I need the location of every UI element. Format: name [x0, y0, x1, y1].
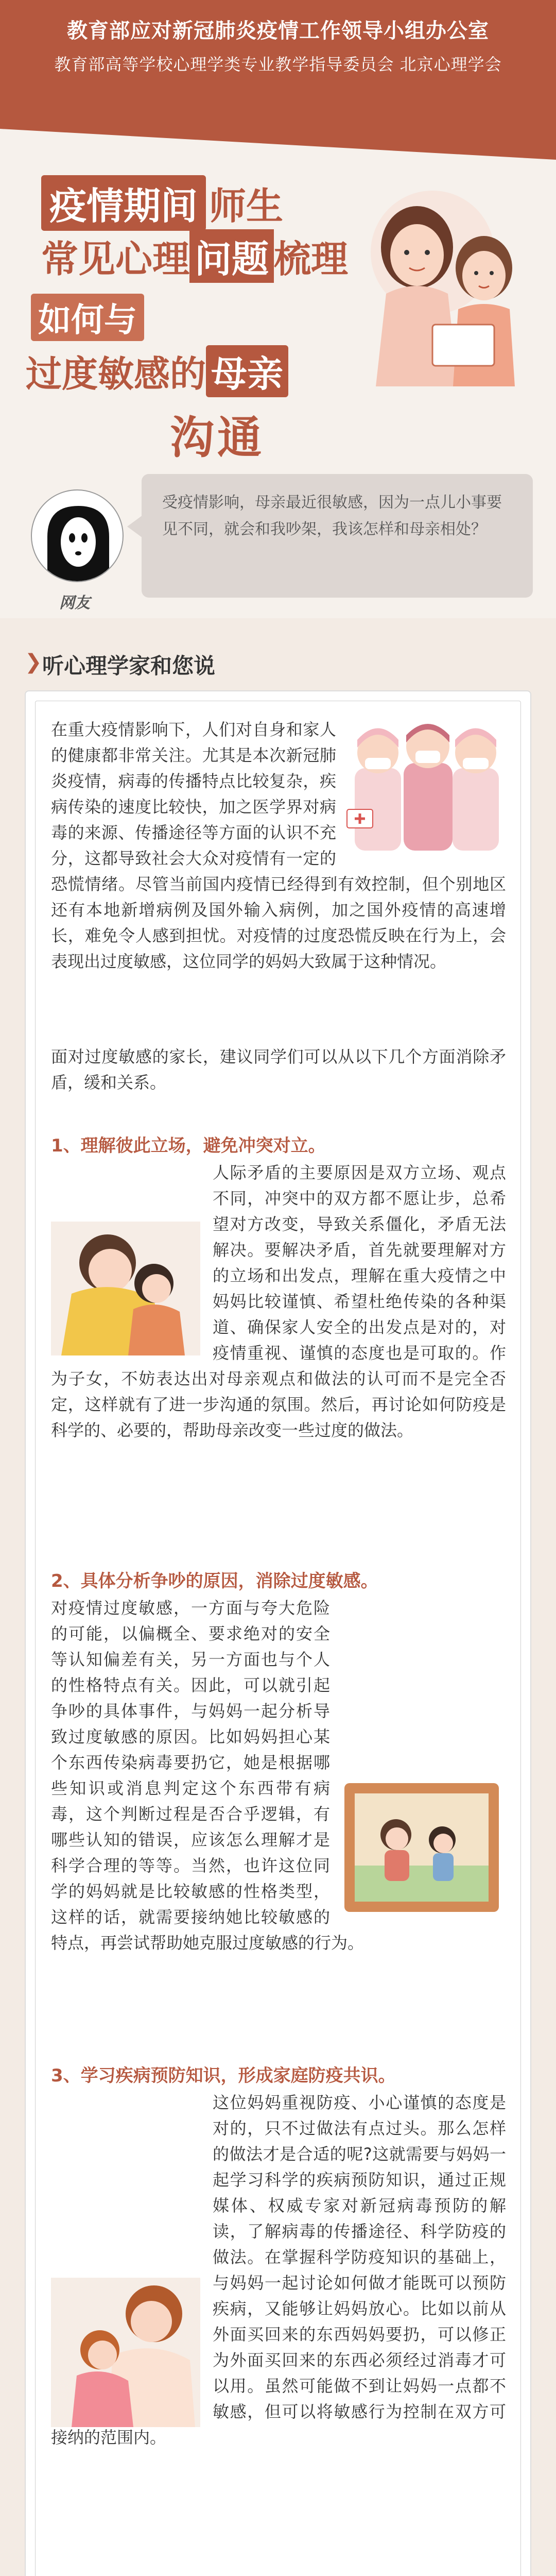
faceless-avatar-icon: [32, 490, 124, 582]
hero-title-line-5: 沟通: [170, 412, 265, 464]
header-org-line-2: 教育部高等学校心理学类专业教学指导委员会 北京心理学会: [54, 55, 502, 74]
illustration-float-spacer: [336, 717, 506, 856]
netizen-question: [0, 464, 556, 618]
hero-title-boxed: 疫情期间: [41, 175, 206, 231]
hero-title2-b: 问题: [189, 229, 274, 283]
section-title: 听心理学家和您说: [42, 653, 216, 679]
hero-banner: [0, 129, 556, 469]
heading-understand-positions: 1、理解彼此立场，避免冲突对立。: [51, 1136, 326, 1156]
hero-title-line-3: 如何与: [31, 294, 144, 341]
article-card: [25, 690, 531, 2576]
text-analyze-causes: 对疫情过度敏感，一方面与夸大危险的可能，以偏概全、要求绝对的安全等认知偏差有关，另一方面也与个人的性格特点有关。因此，可以就引起争吵的具体事件，与妈妈一起分析导致过度敏感的原因。比如妈妈担心某个东西传染病毒要扔它，她是根据哪些知识或消息判定这个东西带有病毒，这个判断过程是否合乎逻辑，有哪些认知的错误，应该怎么理解才是科学合理的等等。当然，也许这位同学的妈妈就是比较敏感的性格类型，这样的话，就需要接纳她比较敏感的特点，再尝试帮助她克服过度敏感的行为。: [51, 1598, 364, 1953]
intro-paragraph-2: 面对过度敏感的家长，建议同学们可以从以下几个方面消除矛盾，缓和关系。: [51, 1047, 506, 1092]
mother-daughter-illustration: [51, 2278, 200, 2427]
heading-analyze-causes: 2、具体分析争吵的原因，消除过度敏感。: [51, 1571, 378, 1591]
hero-title2-c: 梳理: [274, 238, 349, 281]
hero-title-line-4: [26, 345, 288, 397]
intro-text: 在重大疫情影响下，人们对自身和家人的健康都非常关注。尤其是本次新冠肺炎疫情，病毒的传播特点比较复杂，疾病传染的速度比较快，加之医学界对病毒的来源、传播途径等方面的认识不充分，这都导致社会大众对疫情有一定的恐慌情绪。尽管当前国内疫情已经得到有效控制，但个别地区还有本地新增病例及国外输入病例，加之国外疫情的高速增长，难免令人感到担忧。对疫情的过度恐慌反映在行为上，会表现出过度敏感，这位同学的妈妈大致属于这种情况。: [51, 720, 506, 971]
netizen-avatar: [31, 489, 124, 582]
paragraph-understand-positions: [51, 1160, 506, 1551]
intro-paragraph: [51, 717, 506, 1036]
article-inner-frame: [35, 701, 521, 2576]
hero-title-line-1: [41, 175, 283, 231]
hero-title-rest: 师生: [209, 184, 284, 228]
heading-learn-prevention: 3、学习疾病预防知识，形成家庭防疫共识。: [51, 2065, 396, 2086]
hero-title2-a: 常见心理: [41, 238, 190, 281]
hero-title-line-2: [41, 229, 348, 283]
question-bubble: 受疫情影响，母亲最近很敏感，因为一点儿小事要见不同，就会和我吵架，我该怎样和母亲相处？: [142, 474, 533, 598]
header-band: [0, 0, 556, 129]
text-understand-positions: 人际矛盾的主要原因是双方立场、观点不同，冲突中的双方都不愿让步，总希望对方改变，导致关系僵化，矛盾无法解决。要解决矛盾，首先就要理解对方的立场和出发点，理解在重大疫情之中妈妈比较谨慎、希望杜绝传染的各种渠道、确保家人安全的出发点是对的，对疫情重视、谨慎的态度也是可取的。作为子女，不妨表达出对母亲观点和做法的认可而不是完全否定，这样就有了进一步沟通的氛围。然后，再讨论如何防疫是科学的、必要的，帮助母亲改变一些过度的做法。: [51, 1163, 506, 1440]
section-heading: [0, 618, 556, 685]
netizen-label: 网友: [59, 594, 90, 612]
chevron-right-icon: ❯: [25, 650, 42, 674]
family-photo-frame-illustration: [339, 1778, 504, 1917]
header-org-line-1: 教育部应对新冠肺炎疫情工作领导小组办公室: [67, 19, 489, 43]
mother-child-hug-illustration: [51, 1222, 200, 1355]
hero-title4-a: 过度敏感的: [26, 353, 206, 395]
hero-title4-b: 母亲: [206, 345, 288, 397]
text-learn-prevention: 这位妈妈重视防疫、小心谨慎的态度是对的，只不过做法有点过头。那么怎样的做法才是合适的呢?这就需要与妈妈一起学习科学的疾病预防知识，通过正规媒体、权威专家对新冠病毒预防的解读，了解病毒的传播途径、科学防疫的做法。在掌握科学防疫知识的基础上，与妈妈一起讨论如何做才能既可以预防疾病，又能够让妈妈放心。比如以前从外面买回来的东西妈妈要扔，可以修正为外面买回来的东西必须经过消毒才可以用。虽然可能做不到让妈妈一点都不敏感，但可以将敏感行为控制在双方可接纳的范围内。: [51, 2093, 506, 2447]
